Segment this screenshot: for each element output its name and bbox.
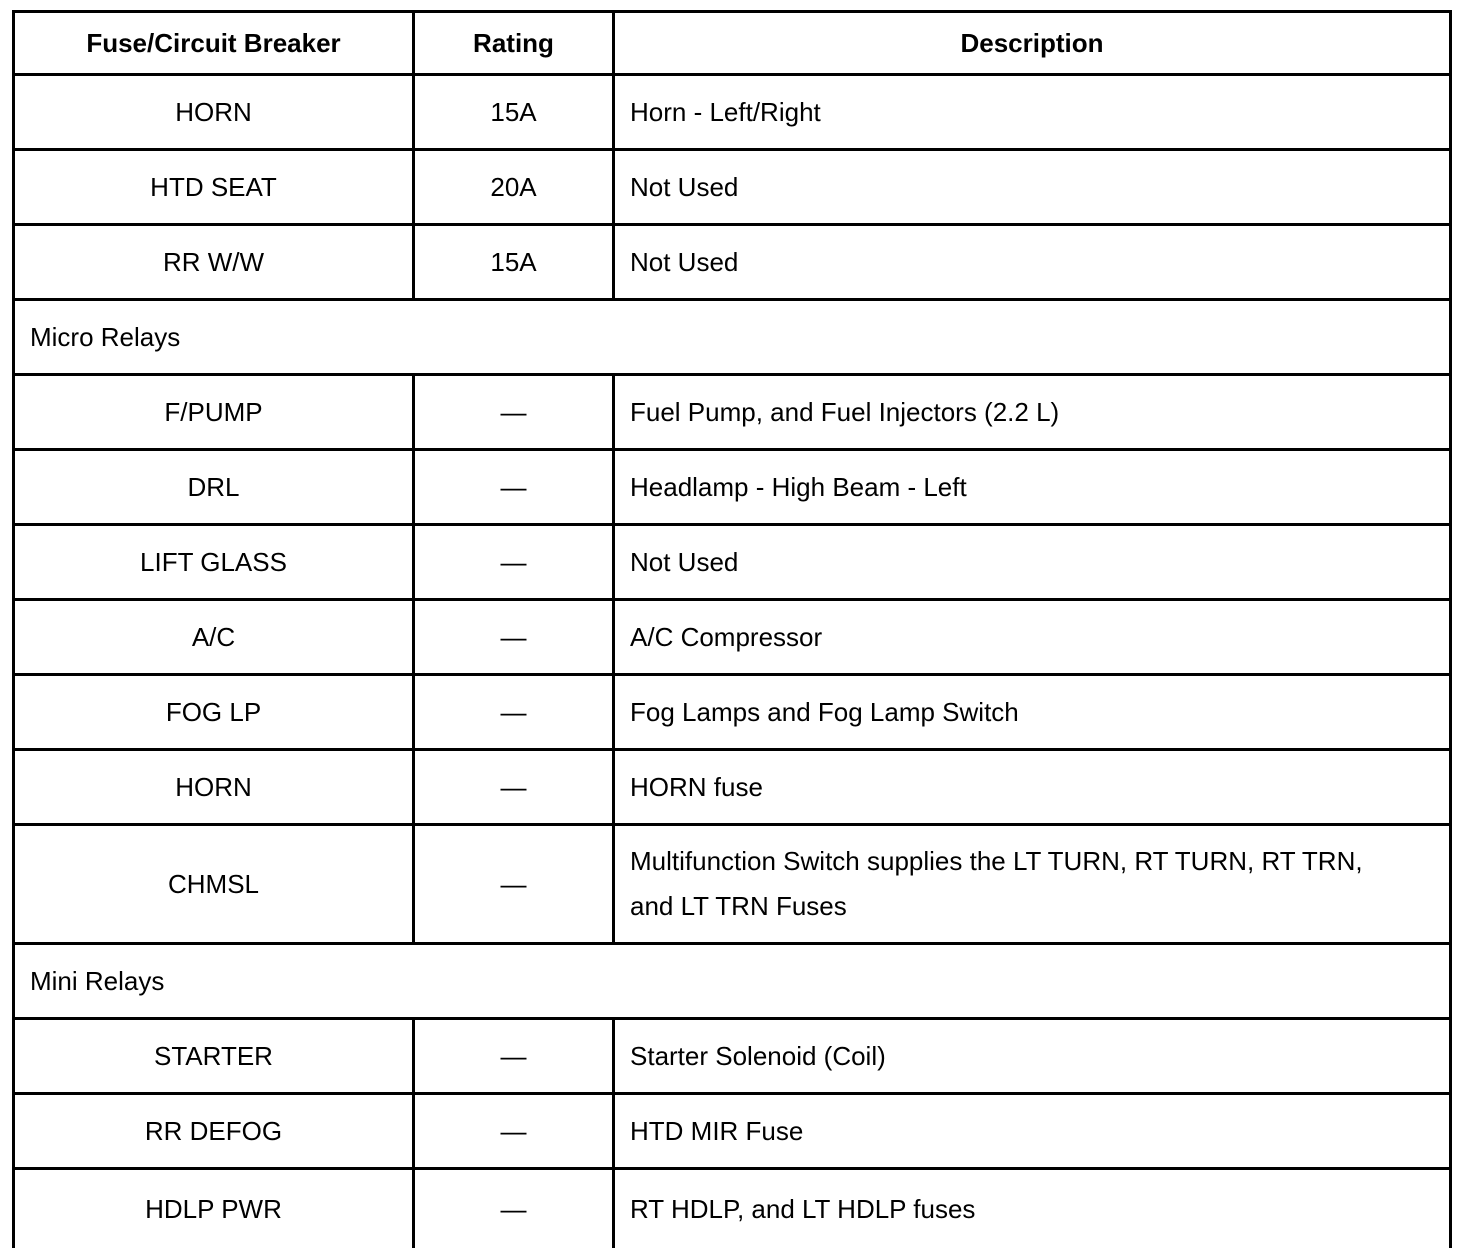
fuse-name: HORN: [14, 75, 414, 150]
table-row: [14, 150, 1451, 225]
relay-name: HORN: [14, 750, 414, 825]
relay-rating: —: [414, 1169, 614, 1249]
table-row: [14, 675, 1451, 750]
table-row: [14, 600, 1451, 675]
relay-name: STARTER: [14, 1019, 414, 1094]
table-row: [14, 375, 1451, 450]
header-description: Description: [614, 12, 1451, 75]
table-row: [14, 75, 1451, 150]
fuse-name: RR W/W: [14, 225, 414, 300]
table-row: [14, 825, 1451, 944]
relay-description: Fuel Pump, and Fuel Injectors (2.2 L): [614, 375, 1451, 450]
table-row: [14, 525, 1451, 600]
fuse-relay-table: [12, 10, 1452, 1248]
relay-rating: —: [414, 525, 614, 600]
relay-description: Headlamp - High Beam - Left: [614, 450, 1451, 525]
relay-description: Fog Lamps and Fog Lamp Switch: [614, 675, 1451, 750]
relay-description: Starter Solenoid (Coil): [614, 1019, 1451, 1094]
table-row: [14, 1169, 1451, 1249]
relay-rating: —: [414, 825, 614, 944]
relay-name: HDLP PWR: [14, 1169, 414, 1249]
fuse-description: Horn - Left/Right: [614, 75, 1451, 150]
relay-name: DRL: [14, 450, 414, 525]
relay-name: A/C: [14, 600, 414, 675]
relay-rating: —: [414, 600, 614, 675]
table-body: [14, 75, 1451, 1249]
section-row: [14, 944, 1451, 1019]
table-row: [14, 450, 1451, 525]
fuse-name: HTD SEAT: [14, 150, 414, 225]
relay-rating: —: [414, 675, 614, 750]
table-row: [14, 750, 1451, 825]
table-row: [14, 1094, 1451, 1169]
section-title-micro-relays: Micro Relays: [14, 300, 1451, 375]
table-header: [14, 12, 1451, 75]
relay-description: Multifunction Switch supplies the LT TURN, RT TURN, RT TRN, and LT TRN Fuses: [614, 825, 1451, 944]
relay-rating: —: [414, 750, 614, 825]
relay-rating: —: [414, 1094, 614, 1169]
relay-name: LIFT GLASS: [14, 525, 414, 600]
relay-rating: —: [414, 1019, 614, 1094]
table-row: [14, 225, 1451, 300]
table-row: [14, 1019, 1451, 1094]
fuse-description: Not Used: [614, 150, 1451, 225]
section-row: [14, 300, 1451, 375]
section-title-mini-relays: Mini Relays: [14, 944, 1451, 1019]
relay-description: A/C Compressor: [614, 600, 1451, 675]
fuse-description: Not Used: [614, 225, 1451, 300]
relay-rating: —: [414, 375, 614, 450]
header-rating: Rating: [414, 12, 614, 75]
relay-name: RR DEFOG: [14, 1094, 414, 1169]
relay-description: RT HDLP, and LT HDLP fuses: [614, 1169, 1451, 1249]
relay-description: HTD MIR Fuse: [614, 1094, 1451, 1169]
header-fuse-circuit-breaker: Fuse/Circuit Breaker: [14, 12, 414, 75]
relay-name: CHMSL: [14, 825, 414, 944]
fuse-rating: 15A: [414, 75, 614, 150]
fuse-rating: 20A: [414, 150, 614, 225]
relay-description: HORN fuse: [614, 750, 1451, 825]
relay-name: FOG LP: [14, 675, 414, 750]
header-row: [14, 12, 1451, 75]
fuse-rating: 15A: [414, 225, 614, 300]
relay-description: Not Used: [614, 525, 1451, 600]
relay-name: F/PUMP: [14, 375, 414, 450]
relay-rating: —: [414, 450, 614, 525]
